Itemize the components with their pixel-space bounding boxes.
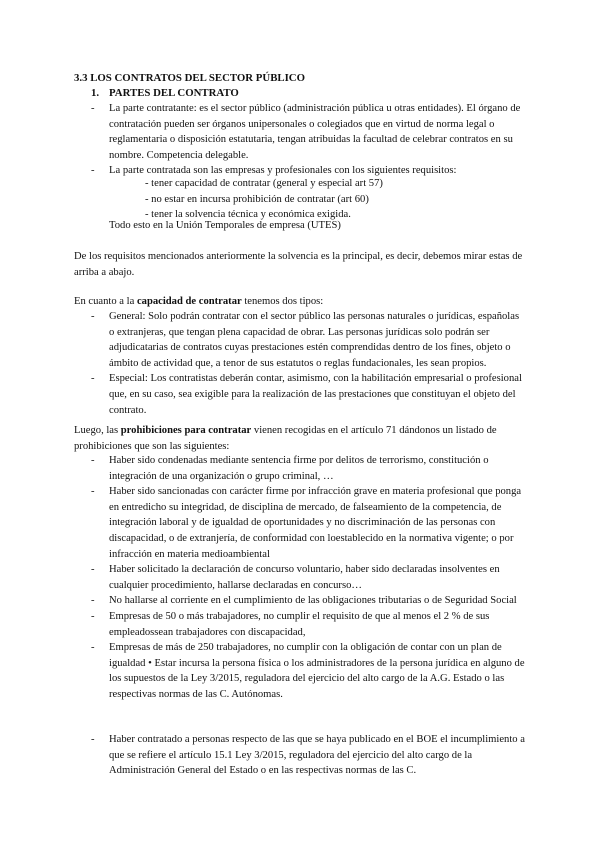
list-item (91, 562, 527, 593)
prohibiciones-intro (74, 423, 526, 454)
bullet-mark: - (91, 564, 95, 576)
bullet-mark: - (91, 311, 95, 322)
list-item (91, 453, 527, 484)
capacidad-intro-bold: capacidad de contratar (136, 296, 242, 307)
bullet-mark: - (91, 455, 95, 466)
capacidad-intro (74, 294, 526, 310)
prohibiciones-list (91, 453, 527, 703)
prohibiciones-intro-before: Luego, las (74, 425, 121, 436)
bullet-mark: - (91, 734, 95, 745)
parte-contratada-text: La parte contratada son las empresas y profesionales con los siguientes requisitos: (109, 165, 457, 177)
prohibiciones-intro-bold: prohibiciones para contratar (120, 425, 252, 436)
bullet-mark: - (91, 103, 95, 114)
list-item (91, 732, 527, 779)
bullet-mark: - (91, 595, 95, 607)
requisito-item: - no estar en incursa prohibición de contratar (art 60) (145, 193, 369, 205)
capacidad-general-text: General: Solo podrán contratar con el sector público las personas naturales o jurídicas, españolas o extranjeras, que tengan plena capacidad de obrar. Las personas jurídicas solo podrán ser adjudicatarias de contratos cuyas prestaciones estén comprendidas dentro de los fines, objeto o ámbito de actividad que, a tenor de sus estatutos o reglas fundacionales, les sean propios. (109, 311, 520, 369)
prohibicion-text: Haber solicitado la declaración de concurso voluntario, haber sido declaradas insolventes en cualquier procedimiento, hallarse declaradas en concurso… (109, 564, 500, 591)
prohibicion-final-list (91, 732, 527, 779)
parte-contratante-text: La parte contratante: es el sector público (administración pública u otras entidades). El órgano de contratación pueden ser órganos unipersonales o colegiados que en virtud de norma legal o reglamentaria o disposición estatutaria, tengan atribuidas la facultad de celebrar contratos en su nombre. Competencia delegable. (109, 103, 521, 161)
capacidad-especial-text: Especial: Los contratistas deberán contar, asimismo, con la habilitación empresarial o profesional que, en su caso, sea exigible para la realización de las prestaciones que constituyan el objeto del contrato. (109, 373, 522, 416)
bullet-mark: - (91, 373, 95, 385)
list-item (91, 593, 527, 609)
prohibiciones-intro-after: vienen recogidas en el artículo 71 dándonos un listado de prohibiciones que son las siguientes: (74, 425, 497, 452)
utes-note: Todo esto en la Unión Temporales de empresa (UTES) (109, 220, 341, 231)
requisito-item: - tener la solvencia técnica y económica exigida. (145, 209, 351, 221)
list-item (91, 640, 527, 702)
prohibicion-text: Empresas de más de 250 trabajadores, no cumplir con la obligación de contar con un plan de igualdad • Estar incursa la persona física o los administradores de la persona jurídica en alguno de los supuestos de la Ley 3/2015, reguladora del ejercicio del alto cargo de la A.G. Estado o las respectivas normas de las C. Autónomas. (109, 642, 525, 700)
list-item (91, 309, 527, 371)
list-item (91, 609, 527, 640)
bullet-mark: - (91, 165, 95, 177)
subsection-number: 1. (91, 87, 100, 99)
capacidad-intro-after: tenemos dos tipos: (241, 296, 324, 307)
prohibicion-text: No hallarse al corriente en el cumplimiento de las obligaciones tributarias o de Seguridad Social (109, 595, 517, 607)
list-item (91, 484, 527, 562)
subsection-heading (91, 86, 239, 102)
bullet-mark: - (91, 610, 95, 622)
capacidad-intro-before: En cuanto a la (74, 296, 137, 307)
section-heading: 3.3 LOS CONTRATOS DEL SECTOR PÚBLICO (74, 72, 305, 84)
requisitos-list (145, 176, 383, 223)
bullet-mark: - (91, 642, 95, 654)
subsection-title: PARTES DEL CONTRATO (109, 87, 239, 99)
solvencia-paragraph: De los requisitos mencionados anteriormente la solvencia es la principal, es decir, debemos mirar estas de arriba a abajo. (74, 251, 523, 278)
list-item (91, 101, 527, 163)
bullet-mark: - (91, 486, 95, 498)
prohibicion-final-text: Haber contratado a personas respecto de las que se haya publicado en el BOE el incumplimiento a que se refiere el artículo 15.1 Ley 3/2015, reguladora del ejercicio del alto cargo de la Administración General del Estado o en las respectivas normas de las C. (109, 734, 525, 777)
prohibicion-text: Haber sido condenadas mediante sentencia firme por delitos de terrorismo, constitución o integración de una organización o grupo criminal, … (109, 455, 489, 482)
prohibicion-text: Empresas de 50 o más trabajadores, no cumplir el requisito de que al menos el 2 % de sus empleadossean trabajadores con discapacidad, (109, 610, 490, 638)
prohibicion-text: Haber sido sancionadas con carácter firme por infracción grave en materia profesional que ponga en entredicho su integridad, de disciplina de mercado, de falseamiento de la competencia, de integración laboral y de igualdad de oportunidades y no discriminación de las personas con discapacidad, o de extranjería, de conformidad con loestablecido en la normativa vigente; o por infracción en materia medioambiental (109, 486, 522, 560)
capacidad-list (91, 309, 527, 418)
list-item (91, 371, 527, 418)
partes-list (91, 101, 527, 179)
requisito-item: - tener capacidad de contratar (general y especial art 57) (145, 178, 383, 189)
